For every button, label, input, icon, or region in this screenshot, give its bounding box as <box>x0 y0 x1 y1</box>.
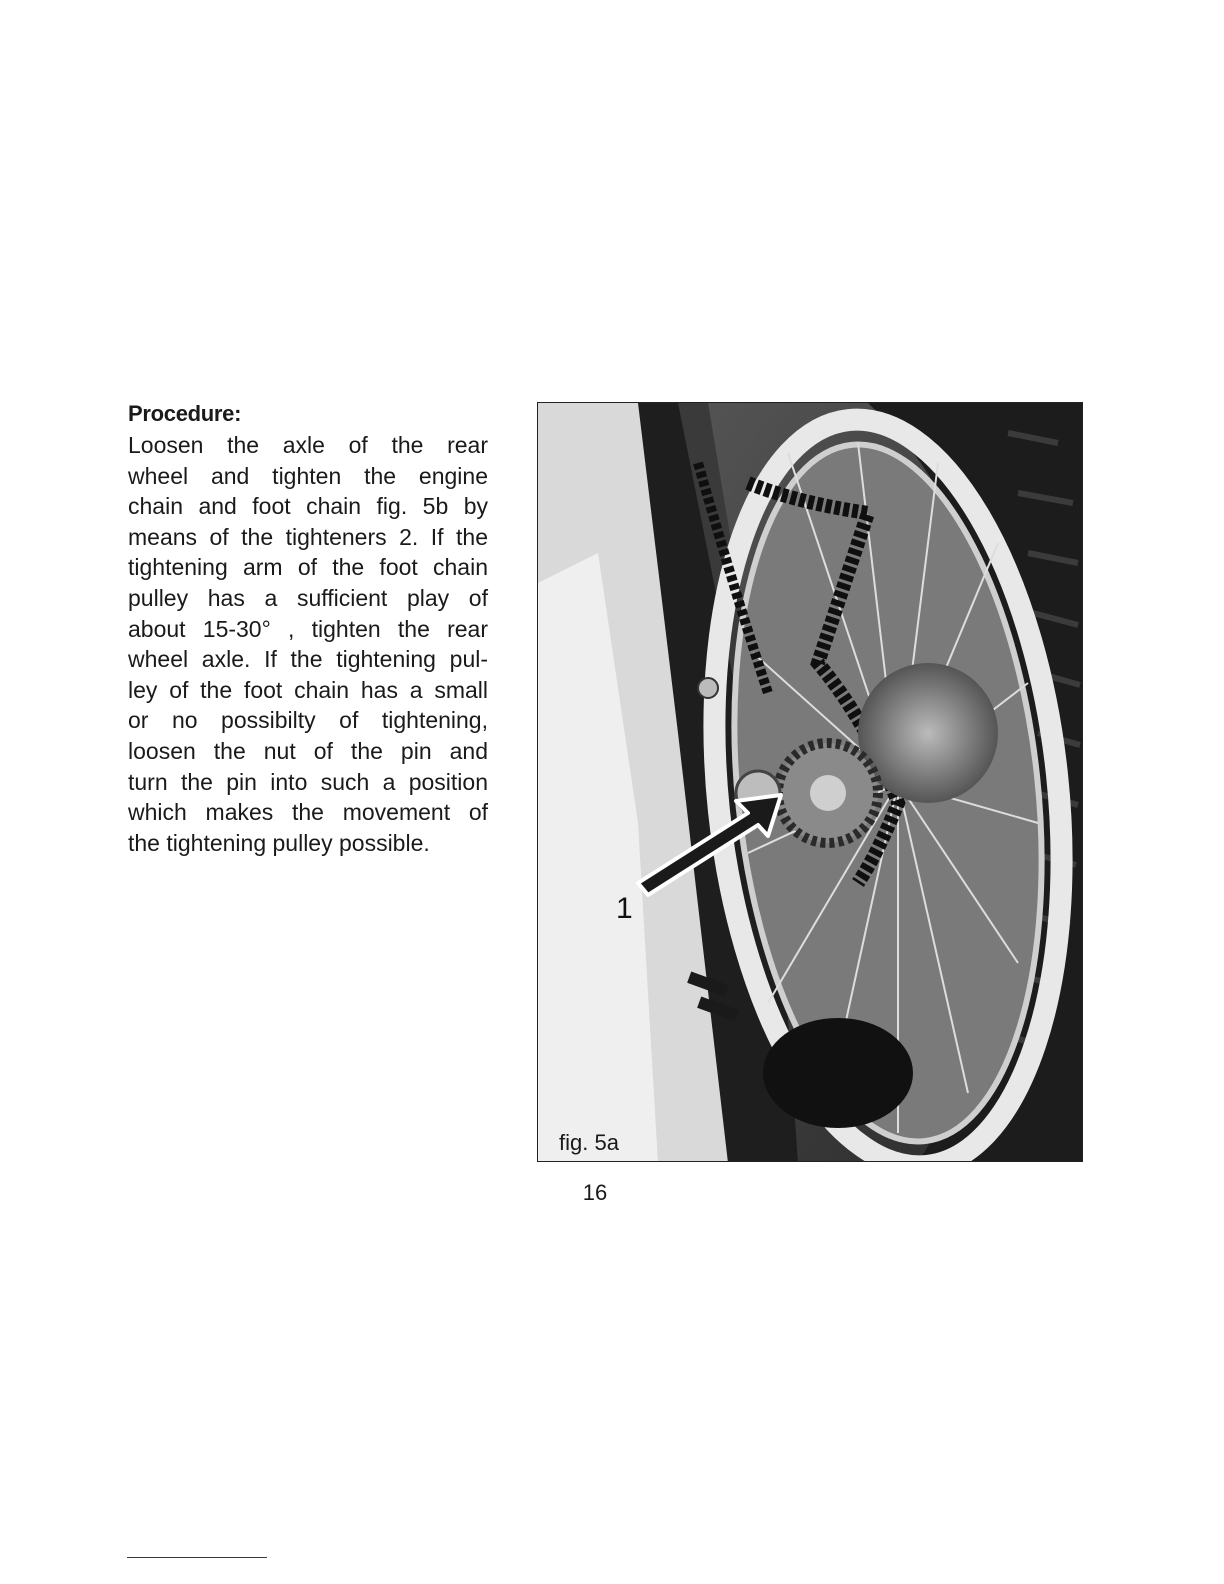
rear-wheel-photo <box>537 402 1083 1162</box>
procedure-heading: Procedure: <box>128 401 242 426</box>
procedure-line: ley of the foot chain has a small <box>128 676 488 703</box>
callout-number: 1 <box>616 892 633 925</box>
procedure-line: wheel and tighten the engine <box>128 462 488 489</box>
procedure-line: about 15-30° , tighten the rear <box>128 615 488 642</box>
figure-caption: fig. 5a <box>559 1130 619 1155</box>
procedure-line: or no possibilty of tightening, <box>128 707 488 734</box>
procedure-line: means of the tighteners 2. If the <box>128 523 488 550</box>
procedure-section <box>128 398 488 858</box>
procedure-line: chain and foot chain fig. 5b by <box>128 493 488 520</box>
rear-wheel-illustration <box>538 403 1083 1162</box>
page-number: 16 <box>582 1180 608 1205</box>
procedure-line: turn the pin into such a position <box>128 768 488 795</box>
footnote-divider <box>127 1557 267 1558</box>
procedure-line: Loosen the axle of the rear <box>128 432 488 458</box>
procedure-line: wheel axle. If the tightening pul- <box>128 646 488 673</box>
procedure-line: which makes the movement of <box>128 799 488 826</box>
procedure-line: tightening arm of the foot chain <box>128 554 488 581</box>
procedure-line: pulley has a sufficient play of <box>128 584 488 611</box>
procedure-line: loosen the nut of the pin and <box>128 737 488 764</box>
procedure-body <box>128 430 488 858</box>
procedure-line: the tightening pulley possible. <box>128 829 430 856</box>
